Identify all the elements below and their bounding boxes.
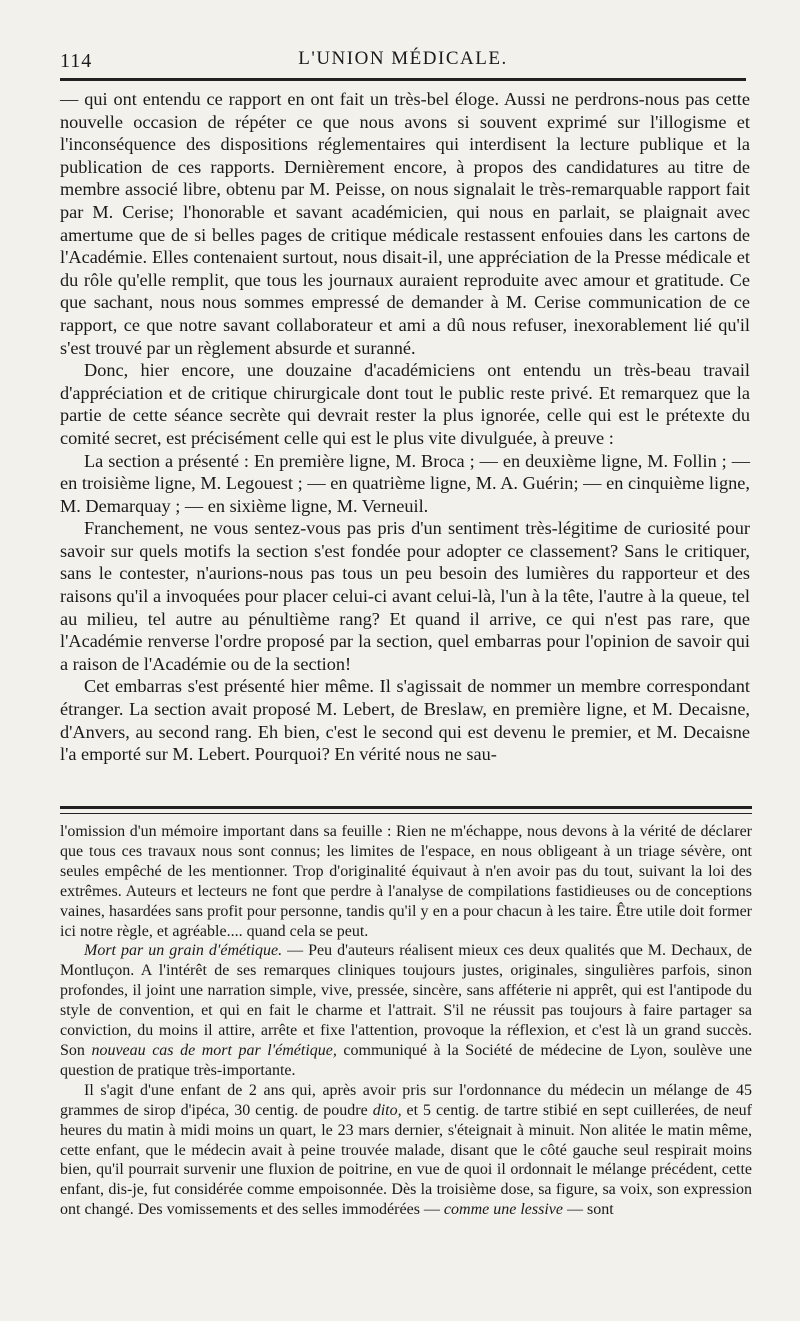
- italic-phrase: comme une lessive: [443, 1201, 563, 1219]
- feuilleton-separator: [60, 806, 752, 814]
- article-paragraph: Franchement, ne vous sentez-vous pas pris d'un sentiment très-légitime de curiosité pour savoir sur quels motifs la section s'est fondée pour adopter ce classement? Sans le critiquer, sans le contester, n'aurions-nous pas tous un peu besoin des lumières du rapporteur et des raisons qu'il a invoquées pour placer celui-ci avant celui-là, l'un à la tête, l'autre à la queue, tel au milieu, tel autre au pénultième rang? Et quand il arrive, ce qui n'est pas rare, que l'Académie renverse l'ordre proposé par la section, quel embarras pour l'opinion de savoir qui a raison de l'Académie ou de la section!: [60, 518, 750, 674]
- header-rule: [60, 78, 746, 81]
- feuilleton-body: [60, 822, 752, 1220]
- feuilleton-paragraph: [60, 1081, 752, 1220]
- paragraph-text: Il s'agit d'une enfant de 2 ans qui, après avoir pris sur l'ordonnance du médecin un mélange de 45 grammes de sirop d'ipéca, 30 centig. de poudre: [60, 1081, 752, 1119]
- italic-phrase: nouveau cas de mort par l'émétique,: [91, 1041, 337, 1059]
- journal-title: L'UNION MÉDICALE.: [298, 48, 508, 69]
- article-body: [60, 88, 750, 766]
- article-paragraph: Cet embarras s'est présenté hier même. Il s'agissait de nommer un membre correspondant étranger. La section avait proposé M. Lebert, de Breslaw, en première ligne, et M. Decaisne, d'Anvers, au second rang. Eh bien, c'est le second qui est devenu le premier, et M. Decaisne l'a emporté sur M. Lebert. Pourquoi? En vérité nous ne sau-: [60, 676, 750, 765]
- paragraph-text: communiqué à la Société de médecine de Lyon, soulève une question de pratique très-importante.: [60, 1041, 752, 1079]
- article-paragraph: Donc, hier encore, une douzaine d'académiciens ont entendu un très-beau travail d'appréciation et de critique chirurgicale dont tout le public reste privé. Et remarquez que la partie de cette séance secrète qui devrait rester la plus ignorée, celle qui est le prétexte du comité secret, est précisément celle qui est le plus vite divulguée, à preuve :: [60, 360, 750, 448]
- feuilleton-paragraph: [60, 941, 752, 1080]
- page-header: [60, 46, 746, 74]
- article-paragraph: — qui ont entendu ce rapport en ont fait un très-bel éloge. Aussi ne perdrons-nous pas cette nouvelle occasion de répéter ce que nous avons si souvent exprimé sur l'illogisme et l'inconséquence des dispositions réglementaires qui interdisent la lecture publique et la publication de ces rapports. Dernièrement encore, à propos des candidatures au titre de membre associé libre, obtenu par M. Peisse, on nous signalait le très-remarquable rapport fait par M. Cerise; l'honorable et savant académicien, qui nous en parlait, se plaignait avec amertume que de si belles pages de critique médicale restassent enfouies dans les cartons de l'Académie. Elles contenaient surtout, nous disait-il, une appréciation de la Presse médicale et du rôle qu'elle remplit, que tous les journaux auraient reproduite avec amour et gratitude. Ce que sachant, nous nous sommes empressé de demander à M. Cerise communication de ce rapport, ce que notre savant collaborateur et ami a dû nous refuser, inexorablement lié qu'il s'est trouvé par un règlement absurde et suranné.: [60, 89, 750, 358]
- paragraph-text: — Peu d'auteurs réalisent mieux ces deux qualités que M. Dechaux, de Montluçon. A l'intérêt de ses remarques cliniques toujours justes, originales, singulières parfois, sinon profondes, il joint une narration simple, vive, pressée, sincère, sans afféterie ni apprêt, qui est l'antipode du style de convention, et qui en fait le charme et l'attrait. S'il ne réussit pas toujours à faire partager sa conviction, du moins il attire, arrête et fixe l'attention, provoque la réflexion, et c'est là un grand succès. Son: [60, 942, 752, 1059]
- paragraph-text: — sont: [562, 1201, 614, 1219]
- italic-phrase: dito,: [372, 1101, 402, 1119]
- page-number: 114: [60, 50, 93, 72]
- article-paragraph: La section a présenté : En première ligne, M. Broca ; — en deuxième ligne, M. Follin ; — en troisième ligne, M. Legouest ; — en quatrième ligne, M. A. Guérin; — en cinquième ligne, M. Demarquay ; — en sixième ligne, M. Verneuil.: [60, 450, 750, 516]
- paragraph-text: et 5 centig. de tartre stibié en sept cuillerées, de neuf heures du matin à midi moins un quart, le 23 mars dernier, s'éteignait à minuit. Non alitée le matin même, cette enfant, que le médecin avait à peine trouvée malade, disant que le côté gauche seul respirait moins bien, qu'il pourrait survenir une fluxion de poitrine, en vue de quoi il ordonnait le mélange précédent, cette enfant, dis-je, fut considérée comme empoisonnée. Dès la troisième dose, sa figure, sa voix, son expression ont changé. Des vomissements et des selles immodérées —: [60, 1101, 752, 1219]
- section-title: Mort par un grain d'émétique.: [84, 942, 283, 960]
- feuilleton-paragraph: l'omission d'un mémoire important dans sa feuille : Rien ne m'échappe, nous devons à la vérité de déclarer que tous ces travaux nous sont connus; les limites de l'espace, en nous obligeant à un triage sévère, ont seules empêché de les mentionner. Trop d'originalité équivaut à n'en avoir pas du tout, suivant la loi des extrêmes. Auteurs et lecteurs ne font que perdre à l'analyse de compilations fastidieuses ou de conceptions vaines, hasardées sans profit pour personne, tandis qu'il y en a pour chacun à les taire. Être utile doit former ici notre règle, et agréable.... quand cela se peut.: [60, 823, 752, 940]
